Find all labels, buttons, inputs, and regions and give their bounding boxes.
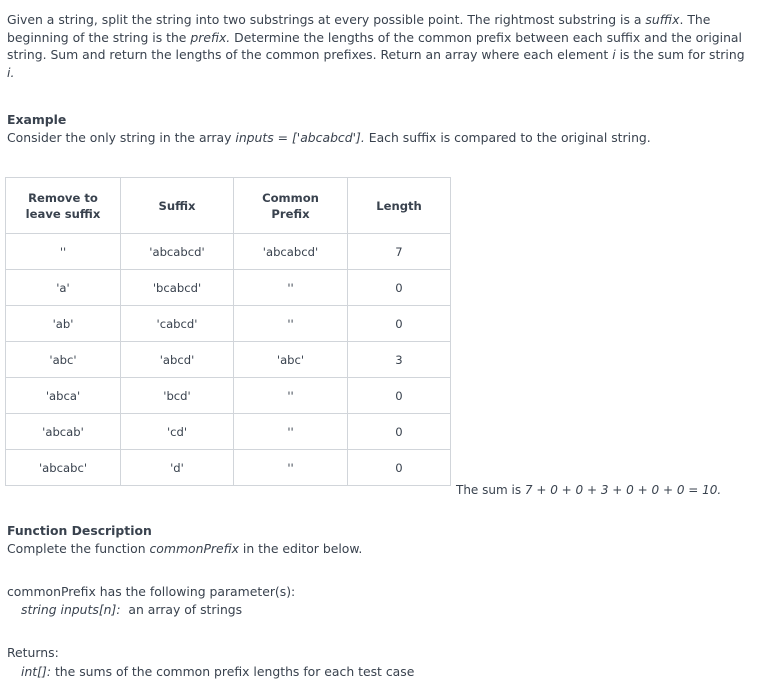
term-i: i: [612, 47, 616, 62]
cell-prefix: '': [234, 378, 348, 414]
returns-heading: Returns:: [7, 645, 59, 660]
intro-text: Given a string, split the string into two substrings at every possible point. The rightmost substring is a: [7, 12, 646, 27]
cell-remove: 'abcab': [6, 414, 121, 450]
cell-suffix: 'abcabcd': [121, 234, 234, 270]
header-suffix: Suffix: [121, 178, 234, 234]
cell-prefix: 'abc': [234, 342, 348, 378]
cell-length: 0: [348, 306, 451, 342]
header-common-prefix: [234, 178, 348, 234]
header-text: Prefix: [271, 206, 310, 221]
cell-suffix: 'abcd': [121, 342, 234, 378]
return-description: the sums of the common prefix lengths for each test case: [51, 664, 415, 679]
cell-prefix: '': [234, 450, 348, 486]
cell-length: 0: [348, 450, 451, 486]
cell-length: 7: [348, 234, 451, 270]
cell-remove: 'ab': [6, 306, 121, 342]
parameters-heading: commonPrefix has the following parameter(s):: [7, 584, 296, 599]
example-text: Each suffix is compared to the original string.: [364, 130, 651, 145]
sum-note: [456, 482, 721, 500]
header-remove: [6, 178, 121, 234]
cell-remove: '': [6, 234, 121, 270]
cell-prefix: 'abcabcd': [234, 234, 348, 270]
cell-length: 0: [348, 378, 451, 414]
cell-prefix: '': [234, 270, 348, 306]
table-row: [6, 342, 451, 378]
cell-remove: 'abc': [6, 342, 121, 378]
function-description-heading: Function Description: [7, 523, 152, 538]
intro-text: string. Sum and return the lengths of the common prefixes. Return an array where each element: [7, 47, 613, 62]
cell-suffix: 'bcd': [121, 378, 234, 414]
table-row: [6, 450, 451, 486]
cell-suffix: 'cd': [121, 414, 234, 450]
cell-prefix: '': [234, 414, 348, 450]
intro-paragraph: [7, 11, 755, 81]
intro-text: is the sum for string: [615, 47, 745, 62]
table-row: [6, 234, 451, 270]
example-table: [5, 177, 451, 486]
function-name: commonPrefix: [149, 541, 239, 556]
function-description-text: [7, 540, 362, 558]
cell-remove: 'abcabc': [6, 450, 121, 486]
cell-suffix: 'bcabcd': [121, 270, 234, 306]
return-type: int[]:: [21, 664, 51, 679]
example-inputs: inputs = ['abcabcd'].: [235, 130, 365, 145]
cell-length: 0: [348, 270, 451, 306]
cell-suffix: 'cabcd': [121, 306, 234, 342]
table-row: [6, 378, 451, 414]
table-header-row: [6, 178, 451, 234]
intro-text: beginning of the string is the: [7, 29, 191, 45]
cell-remove: 'abca': [6, 378, 121, 414]
intro-line-2: [7, 29, 755, 47]
table-row: [6, 270, 451, 306]
cell-remove: 'a': [6, 270, 121, 306]
example-heading: Example: [7, 112, 67, 127]
header-text: Common: [262, 190, 319, 205]
parameter-description: an array of strings: [120, 602, 243, 617]
fd-text: in the editor below.: [238, 541, 363, 556]
header-text: leave suffix: [25, 206, 101, 221]
intro-text: Determine the lengths of the common prefix between each suffix and the original: [230, 29, 742, 45]
table-row: [6, 306, 451, 342]
cell-length: 0: [348, 414, 451, 450]
parameter-signature: string inputs[n]:: [21, 602, 121, 617]
sum-text: The sum is: [456, 483, 525, 497]
cell-suffix: 'd': [121, 450, 234, 486]
term-suffix: suffix: [645, 12, 680, 27]
sum-expression: 7 + 0 + 0 + 3 + 0 + 0 + 0 = 10.: [524, 483, 722, 497]
intro-line-1: [7, 11, 755, 29]
returns-item: [21, 663, 414, 681]
intro-text: . The: [679, 12, 711, 27]
cell-prefix: '': [234, 306, 348, 342]
example-description: [7, 129, 651, 147]
term-prefix: prefix.: [190, 29, 231, 45]
table-row: [6, 414, 451, 450]
intro-line-3: [7, 46, 755, 64]
parameter-item: [21, 601, 242, 619]
example-text: Consider the only string in the array: [7, 130, 236, 145]
intro-line-4: i.: [7, 64, 15, 80]
fd-text: Complete the function: [7, 541, 150, 556]
header-text: Remove to: [28, 190, 98, 205]
cell-length: 3: [348, 342, 451, 378]
header-length: Length: [348, 178, 451, 234]
